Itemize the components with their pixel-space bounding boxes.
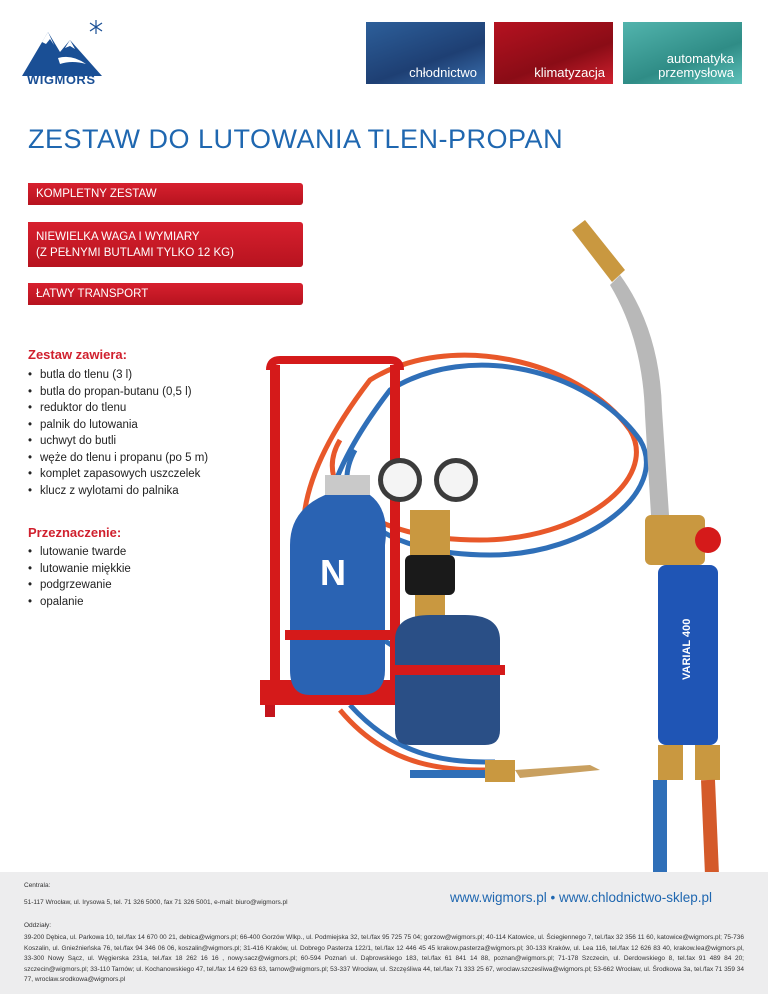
list-item: • uchwyt do butli: [28, 433, 208, 450]
footer-website-links[interactable]: www.wigmors.pl • www.chlodnictwo-sklep.pl: [450, 890, 713, 905]
list-item: • lutowanie twarde: [28, 544, 131, 561]
list-item: • podgrzewanie: [28, 577, 131, 594]
page-title: ZESTAW DO LUTOWANIA TLEN-PROPAN: [28, 124, 564, 154]
tile-label-2: przemysłowa: [658, 65, 734, 80]
list-item: • butla do tlenu (3 l): [28, 367, 208, 384]
feature-bar: [28, 183, 303, 205]
footer-branches-label: Oddziały:: [24, 922, 52, 929]
feature-text: KOMPLETNY ZESTAW: [36, 188, 157, 200]
list-item: • klucz z wylotami do palnika: [28, 483, 208, 500]
feature-text: ŁATWY TRANSPORT: [36, 288, 149, 300]
tile-label: chłodnictwo: [409, 65, 477, 80]
logo-text: WIGMORS: [27, 72, 96, 87]
torch: [572, 220, 721, 875]
contents-heading: Zestaw zawiera:: [28, 347, 127, 362]
tile-chlodnictwo[interactable]: [366, 22, 485, 84]
oxygen-cylinder: [285, 475, 397, 695]
tile-klimatyzacja[interactable]: [494, 22, 613, 84]
tile-label: automatyka: [666, 51, 734, 66]
footer-hq-address: 51-117 Wrocław, ul. Irysowa 5, tel. 71 326 5000, fax 71 326 5001, e-mail: biuro@wigmors.pl: [24, 899, 288, 906]
footer-hq-label: Centrala:: [24, 882, 51, 889]
list-item: • węże do tlenu i propanu (po 5 m): [28, 450, 208, 467]
list-item: • opalanie: [28, 594, 131, 611]
product-image: [250, 210, 768, 875]
torch-label: VARIAL 400: [681, 618, 693, 680]
list-item: • butla do propan-butanu (0,5 l): [28, 384, 208, 401]
feature-text: NIEWIELKA WAGA I WYMIARY: [36, 230, 200, 243]
tile-automatyka[interactable]: [623, 22, 742, 84]
list-item: • komplet zapasowych uszczelek: [28, 466, 208, 483]
header: [0, 0, 768, 100]
purpose-list: [28, 544, 131, 610]
purpose-heading: Przeznaczenie:: [28, 525, 122, 540]
tile-label: klimatyzacja: [534, 65, 605, 80]
spare-nozzle: [410, 760, 600, 782]
list-item: • lutowanie miękkie: [28, 561, 131, 578]
list-item: • reduktor do tlenu: [28, 400, 208, 417]
footer-branches-text: 39-200 Dębica, ul. Parkowa 10, tel./fax 14 670 00 21, debica@wigmors.pl; 66-400 Gorzów Wlkp., ul. Podmiejska 32, tel./fax 95 725 75 04; gorzow@wigmors.pl; 40-114 Katowice, ul. Ściegiennego 7, tel./fax 32 356 11 60, katowice@wigmors.pl; 75-736 Koszalin, ul. Gnieźnieńska 76, tel./fax 94 346 06 06, koszalin@wigmors.pl; 31-416 Kraków, ul. Dobrego Pasterza 122/1, tel./fax 12 446 45 45 krakow.pasterza@wigmors.pl; 30-133 Kraków, ul. Lea 116, tel./fax 12 626 83 40, krakow.lea@wigmors.pl, 33-300 Nowy Sącz, ul. Węgierska 231a, tel./fax 18 262 16 16 , nowy.sacz@wigmors.pl; 60-594 Poznań ul. Dąbrowskiego 183, tel./fax 61 841 14 88, poznan@wigmors.pl; 71-178 Szczecin, ul. Derdowskiego 8, tel.fax 91 489 84 20; szczecin@wigmors.pl; 33-110 Tarnów; ul. Kochanowskiego 47, tel./fax 14 629 63 63, tarnow@wigmors.pl; 53-337 Wrocław, ul. Szczęśliwa 44, tel./fax 71 333 25 67, wroclaw.szczesliwa@wigmors.pl; 53-662 Wrocław, ul. Środkowa 3a, tel./fax 71 359 34 77, wroclaw.srodkowa@wigmors.pl: [24, 934, 744, 983]
feature-text-2: (Z PEŁNYMI BUTLAMI TYLKO 12 KG): [36, 246, 234, 259]
snowflake-icon: [90, 20, 102, 34]
cylinder-letter: N: [320, 552, 346, 593]
propane-cylinder: [390, 615, 505, 745]
list-item: • palnik do lutowania: [28, 417, 208, 434]
contents-list: [28, 367, 208, 499]
